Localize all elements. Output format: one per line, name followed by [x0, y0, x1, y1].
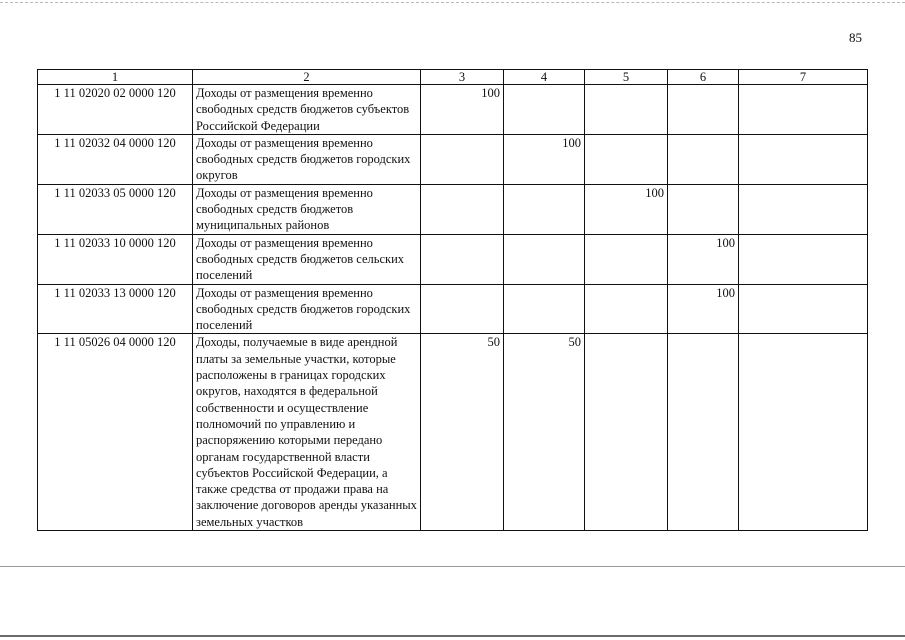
value-col-6 — [668, 85, 739, 135]
value-col-5 — [585, 284, 668, 334]
kbk-code: 1 11 02032 04 0000 120 — [38, 134, 193, 184]
value-col-4 — [504, 184, 585, 234]
col-header-2: 2 — [193, 70, 421, 85]
value-col-4: 100 — [504, 134, 585, 184]
col-header-5: 5 — [585, 70, 668, 85]
revenue-name: Доходы, получаемые в виде арендной платы за земельные участки, которые расположены в границах городских округов, находятся в федеральной собственности и осуществление полномочий по управлению и распоряжению которыми передано органам государственной власти субъектов Российской Федерации, а также средства от продажи права на заключение договоров аренды указанных земельных участков — [193, 334, 421, 531]
table-row — [38, 134, 868, 184]
revenue-name: Доходы от размещения временно свободных средств бюджетов субъектов Российской Федерации — [193, 85, 421, 135]
col-header-6: 6 — [668, 70, 739, 85]
value-col-7 — [739, 184, 868, 234]
table-row — [38, 184, 868, 234]
value-col-6: 100 — [668, 234, 739, 284]
revenue-name: Доходы от размещения временно свободных средств бюджетов городских округов — [193, 134, 421, 184]
table-row — [38, 334, 868, 531]
value-col-3 — [421, 284, 504, 334]
col-header-1: 1 — [38, 70, 193, 85]
scan-edge-top — [0, 2, 905, 3]
scan-edge-bottom-dark — [0, 635, 905, 637]
value-col-6 — [668, 184, 739, 234]
revenue-table — [37, 69, 868, 531]
value-col-6 — [668, 134, 739, 184]
kbk-code: 1 11 02033 10 0000 120 — [38, 234, 193, 284]
value-col-6 — [668, 334, 739, 531]
value-col-5 — [585, 134, 668, 184]
kbk-code: 1 11 02020 02 0000 120 — [38, 85, 193, 135]
value-col-7 — [739, 284, 868, 334]
value-col-3: 100 — [421, 85, 504, 135]
value-col-3 — [421, 184, 504, 234]
value-col-4 — [504, 284, 585, 334]
value-col-5 — [585, 85, 668, 135]
scan-edge-bottom — [0, 566, 905, 567]
header-row — [38, 70, 868, 85]
value-col-7 — [739, 85, 868, 135]
revenue-name: Доходы от размещения временно свободных средств бюджетов сельских поселений — [193, 234, 421, 284]
revenue-name: Доходы от размещения временно свободных средств бюджетов городских поселений — [193, 284, 421, 334]
table-row — [38, 284, 868, 334]
kbk-code: 1 11 02033 05 0000 120 — [38, 184, 193, 234]
col-header-3: 3 — [421, 70, 504, 85]
value-col-7 — [739, 334, 868, 531]
value-col-7 — [739, 134, 868, 184]
value-col-5 — [585, 234, 668, 284]
value-col-6: 100 — [668, 284, 739, 334]
value-col-4 — [504, 234, 585, 284]
revenue-name: Доходы от размещения временно свободных средств бюджетов муниципальных районов — [193, 184, 421, 234]
value-col-3 — [421, 234, 504, 284]
value-col-5 — [585, 334, 668, 531]
value-col-7 — [739, 234, 868, 284]
value-col-3 — [421, 134, 504, 184]
value-col-4 — [504, 85, 585, 135]
table-row — [38, 234, 868, 284]
page-number: 85 — [849, 30, 862, 45]
value-col-4: 50 — [504, 334, 585, 531]
col-header-7: 7 — [739, 70, 868, 85]
value-col-5: 100 — [585, 184, 668, 234]
value-col-3: 50 — [421, 334, 504, 531]
table-row — [38, 85, 868, 135]
col-header-4: 4 — [504, 70, 585, 85]
kbk-code: 1 11 02033 13 0000 120 — [38, 284, 193, 334]
kbk-code: 1 11 05026 04 0000 120 — [38, 334, 193, 531]
